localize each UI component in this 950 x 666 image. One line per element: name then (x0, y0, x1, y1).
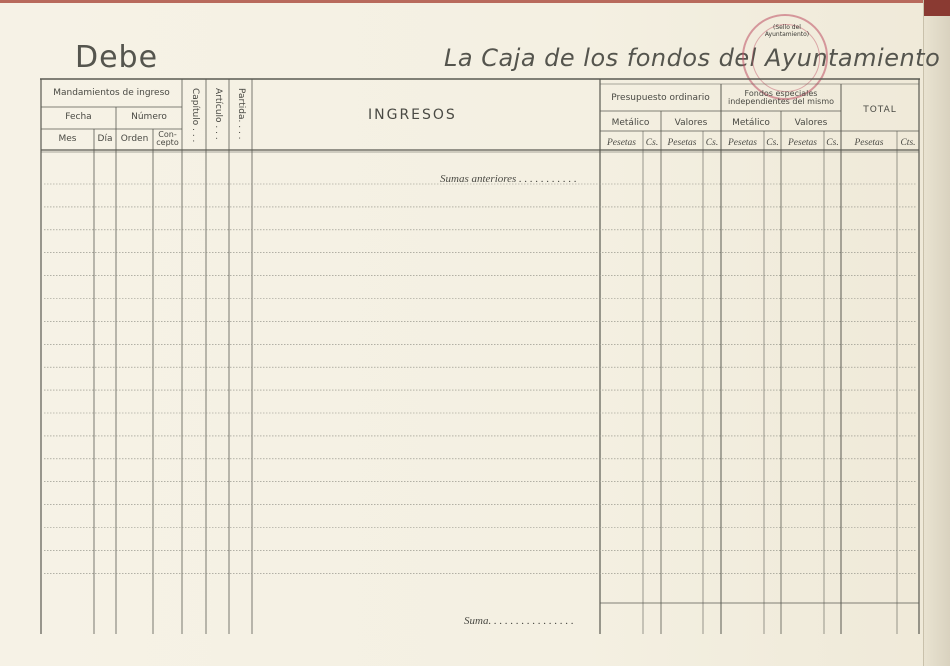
pres-valores-header: Valores (674, 118, 708, 128)
total-pesetas: Pesetas (854, 138, 884, 148)
mes-header: Mes (58, 134, 77, 144)
fond-valores-header: Valores (794, 118, 828, 128)
concepto-header (153, 131, 182, 147)
fond-metalico-pesetas: Pesetas (727, 138, 758, 148)
fond-metalico-header: Metálico (732, 118, 770, 128)
mandamientos-header: Mandamientos de ingreso (53, 88, 170, 98)
pres-metalico-pesetas: Pesetas (606, 138, 637, 148)
fondos-header (721, 90, 841, 106)
dia-header: Día (97, 134, 113, 144)
partida-header: Partida. . . . (236, 88, 246, 140)
page-title: La Caja de los fondos del Ayuntamiento (444, 44, 941, 72)
fond-valores-cs: Cs. (826, 138, 839, 148)
seal-line-1: (Sello del (773, 24, 801, 31)
suma-label: Suma. . . . . . . . . . . . . . . . (464, 615, 574, 627)
orden-header: Orden (120, 134, 149, 144)
fond-valores-pesetas: Pesetas (787, 138, 818, 148)
fond-metalico-cs: Cs. (766, 138, 779, 148)
seal-line-2: Ayuntamiento) (764, 31, 810, 38)
sumas-anteriores-label: Sumas anteriores . . . . . . . . . . . (440, 173, 577, 185)
total-cts: Cts. (900, 138, 916, 148)
capitulo-header: Capítulo . . . (190, 88, 200, 143)
numero-header: Número (131, 112, 167, 122)
pres-metalico-header: Metálico (611, 118, 650, 128)
pres-valores-pesetas: Pesetas (667, 138, 697, 148)
concepto-line-1: Con- (158, 130, 177, 139)
fondos-line-1: Fondos especiales (744, 89, 818, 98)
total-header: TOTAL (863, 105, 897, 115)
pres-valores-cs: Cs. (705, 138, 719, 148)
ingresos-header: INGRESOS (368, 107, 457, 123)
concepto-line-2: cepto (156, 138, 179, 147)
articulo-header: Artículo . . . (213, 88, 223, 140)
dotted-rule-lines (44, 184, 917, 573)
debe-title: Debe (75, 40, 159, 75)
presupuesto-header: Presupuesto ordinario (611, 93, 710, 103)
fondos-line-2: independientes del mismo (727, 97, 835, 106)
pres-metalico-cs: Cs. (645, 138, 659, 148)
fecha-header: Fecha (65, 112, 92, 122)
